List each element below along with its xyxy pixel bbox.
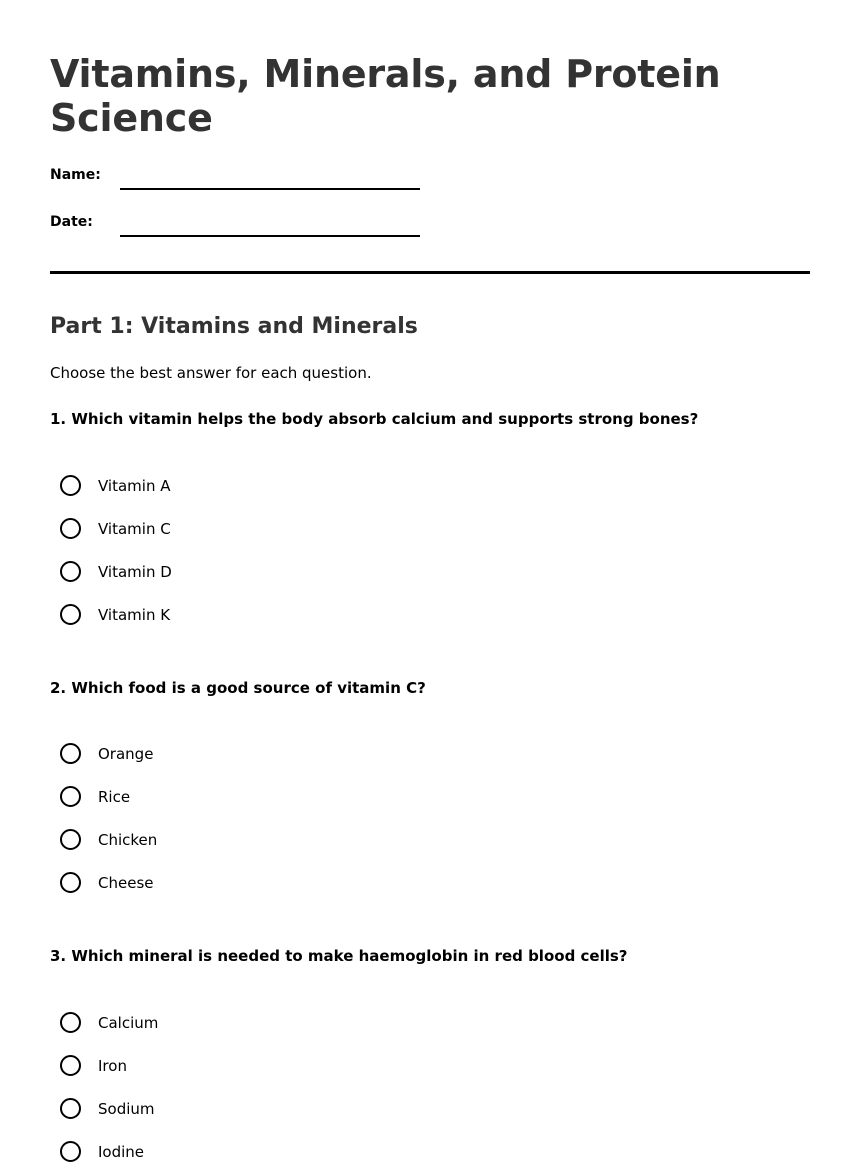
date-field	[50, 213, 430, 243]
radio-button-icon[interactable]	[60, 872, 81, 893]
option-label: Vitamin A	[98, 477, 171, 495]
page-title: Vitamins, Minerals, and Protein Science	[50, 52, 721, 140]
q3-option-b[interactable]	[60, 1055, 360, 1081]
radio-button-icon[interactable]	[60, 1012, 81, 1033]
radio-button-icon[interactable]	[60, 786, 81, 807]
q3-option-d[interactable]	[60, 1141, 360, 1167]
q3-option-a[interactable]	[60, 1012, 360, 1038]
option-label: Orange	[98, 745, 154, 763]
name-field	[50, 166, 430, 196]
q1-option-b[interactable]	[60, 518, 360, 544]
name-input[interactable]	[120, 188, 420, 190]
option-label: Vitamin D	[98, 563, 172, 581]
header-divider	[50, 271, 810, 274]
name-label: Name:	[50, 167, 101, 183]
question-2: 2. Which food is a good source of vitamin C?	[50, 679, 426, 697]
q2-option-b[interactable]	[60, 786, 360, 812]
q1-option-d[interactable]	[60, 604, 360, 630]
radio-button-icon[interactable]	[60, 561, 81, 582]
question-1: 1. Which vitamin helps the body absorb calcium and supports strong bones?	[50, 410, 699, 428]
q3-option-c[interactable]	[60, 1098, 360, 1124]
q2-option-c[interactable]	[60, 829, 360, 855]
radio-button-icon[interactable]	[60, 1055, 81, 1076]
section-heading-part1: Part 1: Vitamins and Minerals	[50, 314, 418, 339]
option-label: Iodine	[98, 1143, 145, 1161]
q2-option-a[interactable]	[60, 743, 360, 769]
q2-option-d[interactable]	[60, 872, 360, 898]
option-label: Rice	[98, 788, 131, 806]
q1-option-c[interactable]	[60, 561, 360, 587]
radio-button-icon[interactable]	[60, 475, 81, 496]
instructions-text: Choose the best answer for each question.	[50, 364, 372, 382]
option-label: Cheese	[98, 874, 154, 892]
option-label: Vitamin C	[98, 520, 171, 538]
radio-button-icon[interactable]	[60, 1098, 81, 1119]
date-input[interactable]	[120, 235, 420, 237]
q1-option-a[interactable]	[60, 475, 360, 501]
option-label: Calcium	[98, 1014, 159, 1032]
radio-button-icon[interactable]	[60, 743, 81, 764]
option-label: Sodium	[98, 1100, 155, 1118]
option-label: Vitamin K	[98, 606, 171, 624]
question-3: 3. Which mineral is needed to make haemoglobin in red blood cells?	[50, 947, 628, 965]
radio-button-icon[interactable]	[60, 1141, 81, 1162]
radio-button-icon[interactable]	[60, 518, 81, 539]
option-label: Iron	[98, 1057, 127, 1075]
radio-button-icon[interactable]	[60, 604, 81, 625]
date-label: Date:	[50, 214, 93, 230]
radio-button-icon[interactable]	[60, 829, 81, 850]
option-label: Chicken	[98, 831, 158, 849]
